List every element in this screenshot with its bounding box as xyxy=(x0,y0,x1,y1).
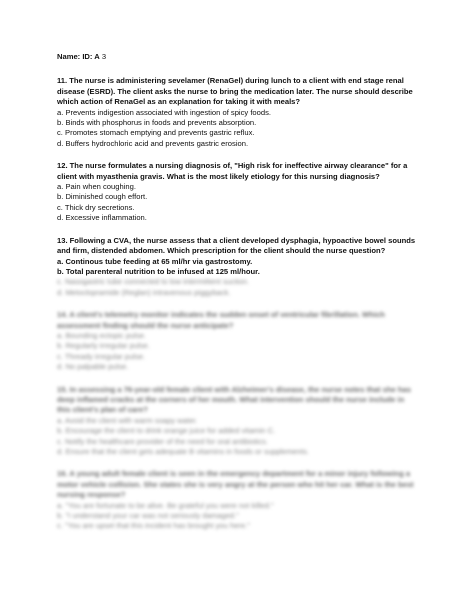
option-b: b. Regularly irregular pulse. xyxy=(57,341,150,351)
question-stem: 11. The nurse is administering sevelamer (RenaGel) during lunch to a client with end stage renal disease (ESRD). The client asks the nurse to bring the medication later. The nurse should describe which action of RenaGel as an explanation for taking it with meals? xyxy=(57,76,413,107)
option-b: b. Total parenteral nutrition to be infused at 125 ml/hour. xyxy=(57,266,260,276)
option-c: c. Thready irregular pulse. xyxy=(57,351,146,361)
option-d: d. Buffers hydrochloric acid and prevents gastric erosion. xyxy=(57,138,249,148)
document-page xyxy=(57,52,417,544)
option-b: b. Diminished cough effort. xyxy=(57,192,148,202)
question-stem: 13. Following a CVA, the nurse assess that a client developed dysphagia, hypoactive bowel sounds and firm, distended abdomen. Which prescription for the client should the nurse question? xyxy=(57,235,416,256)
option-d-blurred: d. Metoclopramide (Reglan) intravenous piggyback. xyxy=(57,287,231,297)
question-stem: 15. In assessing a 76-year-old female client with Alzheimer's disease, the nurse notes that she has deep inflamed cracks at the corners of her mouth. What intervention should the nurse include in this client's plan of care? xyxy=(57,384,411,415)
option-a: a. "You are fortunate to be alive. Be grateful you were not killed." xyxy=(57,500,274,510)
option-d: d. Excessive inflammation. xyxy=(57,213,147,223)
option-a: a. Prevents indigestion associated with ingestion of spicy foods. xyxy=(57,107,272,117)
option-d: d. No palpable pulse. xyxy=(57,362,129,372)
option-c: c. Thick dry secretions. xyxy=(57,202,135,212)
option-b: b. Binds with phosphorus in foods and prevents absorption. xyxy=(57,118,257,128)
option-a: a. Bounding ectopic pulse. xyxy=(57,330,147,340)
question-15-blurred xyxy=(57,385,417,458)
question-stem: 16. A young adult female client is seen in the emergency department for a minor injury following a motor vehicle collision. She states she is very angry at the person who hit her car. What is the best nursing response? xyxy=(57,469,414,500)
name-id-label: Name: ID: A xyxy=(57,52,100,61)
question-12 xyxy=(57,161,417,223)
name-id-header xyxy=(57,52,417,62)
option-a: a. Continous tube feeding at 65 ml/hr via gastrostomy. xyxy=(57,256,253,266)
question-13 xyxy=(57,236,417,298)
option-a: a. Avoid the client with warm soapy water. xyxy=(57,415,198,425)
option-b: b. Encourage the client to drink orange juice for added vitamin C. xyxy=(57,426,276,436)
option-a: a. Pain when coughing. xyxy=(57,182,136,192)
option-c: c. Promotes stomach emptying and prevents gastric reflux. xyxy=(57,128,255,138)
option-d: d. Ensure that the client gets adequate B vitamins in foods or supplements. xyxy=(57,447,310,456)
question-16-blurred xyxy=(57,469,417,531)
option-c: c. "You are upset that this incident has brought you here." xyxy=(57,521,250,531)
question-11 xyxy=(57,76,417,149)
option-c: c. Notify the healthcare provider of the need for oral antibiotics. xyxy=(57,436,269,446)
option-c-blurred: c. Nasogastric tube connected to low intermittent suction. xyxy=(57,277,250,287)
option-b: b. "I understand your car was not seriously damaged." xyxy=(57,511,239,521)
question-14-blurred xyxy=(57,310,417,372)
question-stem: 14. A client's telemetry monitor indicates the sudden onset of ventricular fibrillation. Which assessment finding should the nurse anticipate? xyxy=(57,310,385,330)
question-stem: 12. The nurse formulates a nursing diagnosis of, "High risk for ineffective airway clearance" for a client with myasthenia gravis. What is the most likely etiology for this nursing diagnosis? xyxy=(57,161,408,181)
answer-key-version: 3 xyxy=(99,52,107,61)
